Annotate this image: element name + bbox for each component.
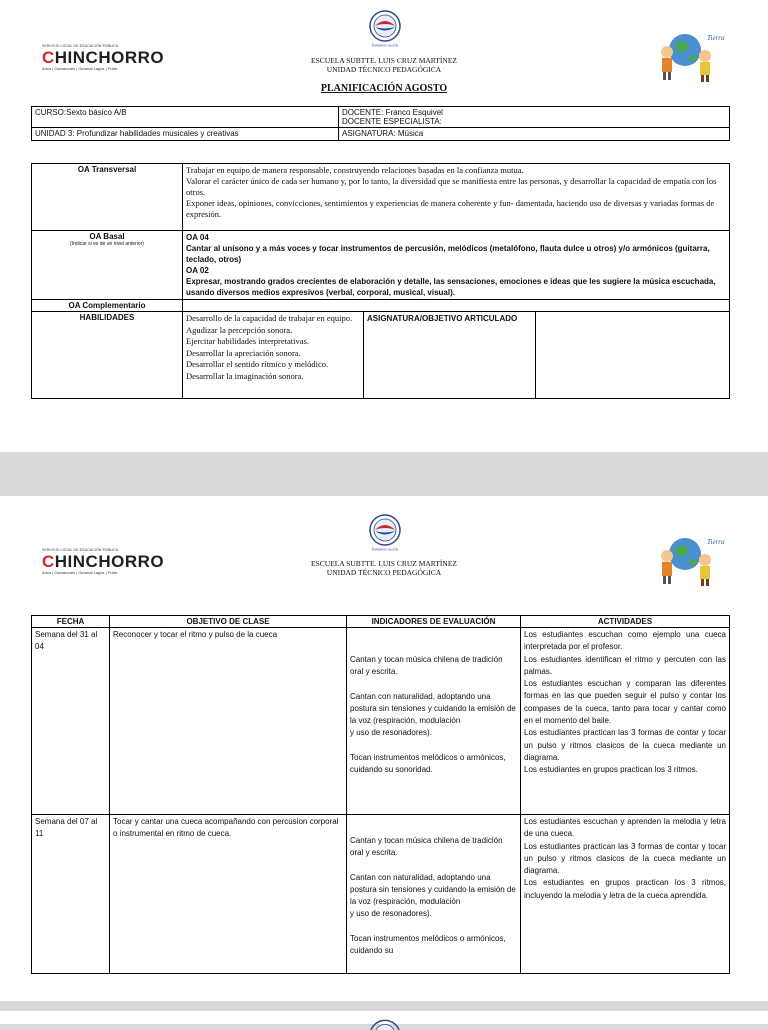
- chinchorro-logo: SERVICIO LOCAL DE EDUCACIÓN PÚBLICA CHINCHORRO Arica | Camarones | General Lagos | Putre: [42, 548, 165, 575]
- asignatura-cell: ASIGNATURA: Música: [339, 128, 730, 141]
- svg-text:Tomamos acción: Tomamos acción: [371, 42, 399, 48]
- course-info-table: [31, 106, 730, 141]
- page-1: [0, 0, 768, 452]
- table-row: [32, 815, 730, 974]
- page-header: [0, 0, 768, 90]
- school-crest-icon: [367, 514, 403, 556]
- objetivo-cell: Tocar y cantar una cueca acompañando con percusion corporal o instrumental en ritmo de cueca.: [110, 815, 347, 974]
- page-title: PLANIFICACIÓN AGOSTO: [320, 83, 448, 94]
- indicadores-cell: Cantan y tocan música chilena de tradición oral y escrita. Cantan con naturalidad, adoptando una postura sin tensiones y cuidando la emisión de la voz (respiración, modulación y uso de resonadores). Tocan instrumentos melódicos o armónicos, cuidando su sonoridad.: [347, 628, 521, 815]
- earth-kids-icon: [655, 524, 727, 590]
- oa-transversal-text: Trabajar en equipo de manera responsable, construyendo relaciones basadas en la confianza mutua. Valorar el carácter único de cada ser humano y, por lo tanto, la diversidad que se manifiesta entre las personas, y desarrollar la capacidad de empatía con los otros. Exponer ideas, opiniones, convicciones, sentimientos y experiencias de manera coherente y fun- damentada, haciendo uso de diversas y variadas formas de expresión.: [183, 164, 730, 231]
- school-name: ESCUELA SUBTTE. LUIS CRUZ MARTÍNEZ UNIDAD TÉCNICO PEDAGÓGICA: [310, 56, 457, 74]
- oa-basal-text: OA 04 Cantar al unísono y a más voces y tocar instrumentos de percusión, melódicos (metalófono, flauta dulce u otros) y/o armónicos (guitarra, teclado, otros) OA 02 Expresar, mostrando grados crecientes de elaboración y detalle, las sensaciones, emociones e ideas que les sugiere la música escuchada, usando diversos medios expresivos (verbal, corporal, musical, visual).: [183, 231, 730, 300]
- page-header: [0, 496, 768, 586]
- earth-kids-icon: [655, 20, 727, 86]
- col-fecha: FECHA: [32, 616, 110, 628]
- docente-cell: DOCENTE: Franco Esquivel DOCENTE ESPECIALISTA:: [339, 107, 730, 128]
- articulado-value: [536, 312, 730, 399]
- unidad-cell: UNIDAD 3: Profundizar habilidades musicales y creativas: [32, 128, 339, 141]
- page-3: [0, 1011, 768, 1024]
- table-header-row: [32, 616, 730, 628]
- oa-basal-label: OA Basal (Indicar si es de un nivel anterior): [32, 231, 183, 300]
- col-actividades: ACTIVIDADES: [521, 616, 730, 628]
- objetivo-cell: Reconocer y tocar el ritmo y pulso de la cueca: [110, 628, 347, 815]
- oa-transversal-label: OA Transversal: [32, 164, 183, 231]
- school-name: ESCUELA SUBTTE. LUIS CRUZ MARTÍNEZ UNIDAD TÉCNICO PEDAGÓGICA: [310, 559, 457, 577]
- fecha-cell: Semana del 31 al 04: [32, 628, 110, 815]
- col-indicadores: INDICADORES DE EVALUACIÓN: [347, 616, 521, 628]
- oa-complementario-label: OA Complementario: [32, 300, 183, 312]
- svg-text:Tomamos acción: Tomamos acción: [371, 546, 399, 552]
- logo-sub-text: Arica | Camarones | General Lagos | Putre: [42, 66, 118, 71]
- articulado-label: ASIGNATURA/OBJETIVO ARTICULADO: [364, 312, 536, 399]
- svg-text:Tierra: Tierra: [707, 538, 725, 546]
- logo-top-text: SERVICIO LOCAL DE EDUCACIÓN PÚBLICA: [42, 44, 119, 48]
- fecha-cell: Semana del 07 al 11: [32, 815, 110, 974]
- habilidades-label: HABILIDADES: [32, 312, 183, 399]
- indicadores-cell: Cantan y tocan música chilena de tradición oral y escrita. Cantan con naturalidad, adoptando una postura sin tensiones y cuidando la emisión de la voz (respiración, modulación y uso de resonadores). Tocan instrumentos melódicos o armónicos, cuidando su: [347, 815, 521, 974]
- habilidades-list: Desarrollo de la capacidad de trabajar en equipo. Agudizar la percepción sonora. Ejercitar habilidades interpretativas. Desarrollar la apreciación sonora. Desarrollar el sentido rítmico y melódico. Desarrollar la imaginación sonora.: [183, 312, 364, 399]
- activities-table: [31, 615, 730, 974]
- col-objetivo: OBJETIVO DE CLASE: [110, 616, 347, 628]
- table-row: [32, 628, 730, 815]
- svg-text:Tierra: Tierra: [707, 34, 725, 42]
- objectives-table: [31, 163, 730, 399]
- actividades-cell: Los estudiantes escuchan y aprenden la melodia y letra de una cueca. Los estudiantes practican las 3 formas de contar y tocar un pulso y ritmos clasicos de la cueca mediante un diagrama. Los estudiantes en grupos practican los 3 ritmos, incluyendo la melodia y letra de la cueca aprendida.: [521, 815, 730, 974]
- school-crest-icon: [367, 10, 403, 52]
- oa-complementario-value: [183, 300, 730, 312]
- curso-cell: CURSO:Sexto básico A/B: [32, 107, 339, 128]
- actividades-cell: Los estudiantes escuchan como ejemplo una cueca interpretada por el profesor. Los estudiantes identifican el ritmo y percuten con las palmas. Los estudiantes escuchan y comparan las diferentes formas en las que pueden seguir el pulso y contar los compases de la cueca, tanto para tocar y cantar como en el momento del baile. Los estudiantes practican las 3 formas de contar y tocar un pulso y ritmos clasicos de la cueca mediante un diagrama. Los estudiantes en grupos practican los 3 ritmos.: [521, 628, 730, 815]
- logo-name: CHINCHORRO: [42, 48, 165, 67]
